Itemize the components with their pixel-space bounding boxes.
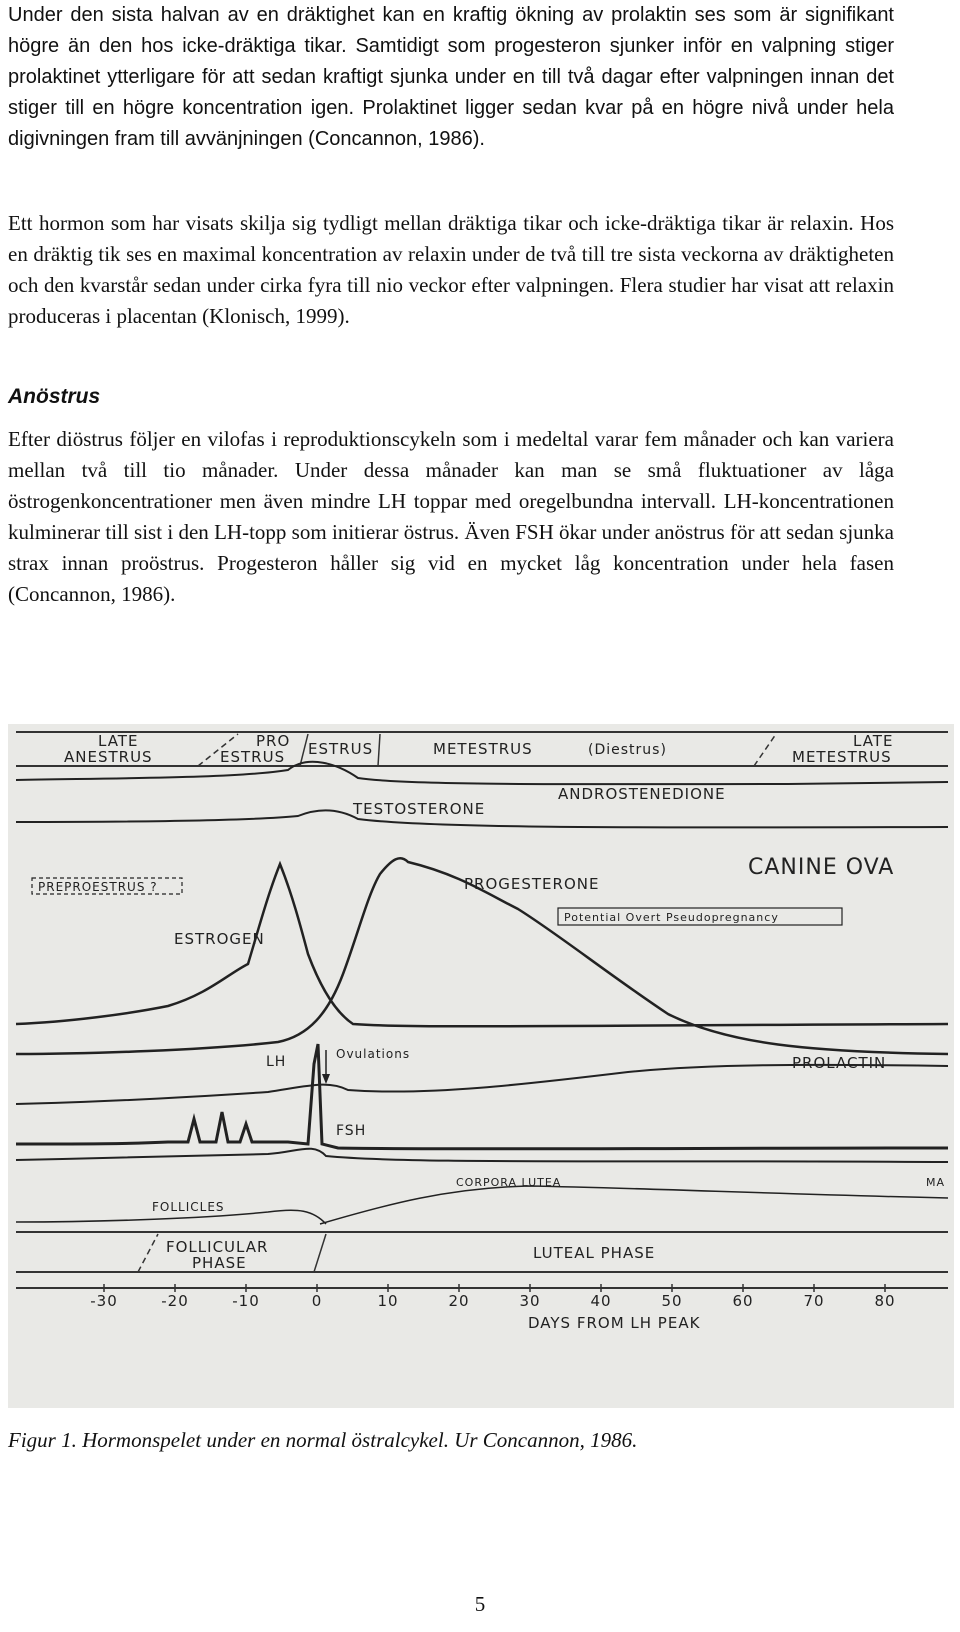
label-pseudopregnancy: Potential Overt Pseudopregnancy [564, 911, 779, 924]
page-number: 5 [474, 1592, 486, 1616]
axis-tick-label: -30 [90, 1292, 118, 1310]
phase-label-metestrus-2: METESTRUS [792, 748, 892, 766]
label-progesterone: PROGESTERONE [464, 875, 600, 893]
phase-label-estrus: ESTRUS [308, 740, 374, 758]
axis-tick-label: -20 [161, 1292, 189, 1310]
phase-label-anestrus: ANESTRUS [64, 748, 153, 766]
paragraph-relaxin: Ett hormon som har visats skilja sig tydligt mellan dräktiga tikar och icke-dräktiga tikar är relaxin. Hos en dräktig tik ses en maximal koncentration av relaxin under de två till tre sista veckorna av dräktigheten och den kvarstår sedan under cirka fyra till nio veckor efter valpningen. Flera studier har visat att relaxin produceras i placentan (Klonisch, 1999). [8, 211, 894, 328]
phase-label-estrus-pro: ESTRUS [220, 748, 286, 766]
phase-label-late: LATE [98, 732, 139, 750]
figure-caption: Figur 1. Hormonspelet under en normal östralcykel. Ur Concannon, 1986. [8, 1428, 638, 1452]
paragraph-prolactin: Under den sista halvan av en dräktighet kan en kraftig ökning av prolaktin ses som är signifikant högre än den hos icke-dräktiga tikar. Samtidigt som progesteron sjunker inför en valpning stiger prolaktinet ytterligare för att sedan kraftigt sjunka under en till två dagar efter valpningen innan det stiger till en högre koncentration igen. Prolaktinet ligger sedan kvar på en högre nivå under hela digivningen fram till avvänjningen (Concannon, 1986). [8, 4, 894, 150]
phase-label-diestrus: (Diestrus) [588, 742, 667, 758]
fsh-curve [16, 1149, 948, 1162]
axis-tick-label: -10 [232, 1292, 260, 1310]
axis-tick-label: 80 [874, 1292, 896, 1310]
phase-band-divider-1 [138, 1234, 158, 1272]
label-lh: LH [266, 1054, 287, 1070]
axis-tick-label: 60 [732, 1292, 754, 1310]
axis-tick-label: 20 [448, 1292, 470, 1310]
label-follicular-phase: PHASE [192, 1254, 247, 1272]
axis-tick-label: 50 [661, 1292, 683, 1310]
label-follicular: FOLLICULAR [166, 1238, 269, 1256]
axis-tick-label: 10 [377, 1292, 399, 1310]
ovulations-arrowhead [322, 1074, 330, 1084]
label-ovulations: Ovulations [336, 1047, 411, 1061]
label-follicles: FOLLICLES [152, 1200, 225, 1214]
phase-label-pro: PRO [256, 732, 291, 750]
label-ma-partial: MA [926, 1176, 946, 1189]
label-luteal-phase: LUTEAL PHASE [533, 1244, 656, 1262]
label-prolactin: PROLACTIN [792, 1054, 887, 1072]
label-testosterone: TESTOSTERONE [353, 800, 486, 818]
section-heading-anostrus: Anöstrus [8, 385, 101, 408]
corpora-lutea-curve [320, 1186, 948, 1224]
phase-label-late-2: LATE [853, 732, 894, 750]
label-androstenedione: ANDROSTENEDIONE [558, 785, 726, 803]
label-preproestrus: PREPROESTRUS ? [38, 880, 158, 894]
phase-band-divider-2 [314, 1234, 326, 1272]
label-estrogen: ESTROGEN [174, 930, 265, 948]
figure-drawing [8, 724, 954, 1408]
axis-tick-label: 0 [311, 1292, 323, 1310]
axis-label: DAYS FROM LH PEAK [528, 1314, 701, 1332]
axis-tick-label: 30 [519, 1292, 541, 1310]
hormone-cycle-figure [8, 724, 954, 1408]
axis-tick-label: 70 [803, 1292, 825, 1310]
phase-label-metestrus: METESTRUS [433, 740, 533, 758]
axis-tick-label: 40 [590, 1292, 612, 1310]
paragraph-anostrus: Efter diöstrus följer en vilofas i reproduktionscykeln som i medeltal varar fem månader och kan variera mellan två till tio månader. Under dessa månader kan man se små fluktuationer av låga östrogenkoncentrationer men även mindre LH toppar med oregelbundna intervall. LH-koncentrationen kulminerar till sist i den LH-topp som initierar östrus. Även FSH ökar under anöstrus för att sedan sjunka strax innan proöstrus. Progesteron håller sig vid en mycket låg koncentration under hela fasen (Concannon, 1986). [8, 427, 894, 606]
label-fsh: FSH [336, 1123, 367, 1139]
phase-divider-3 [378, 734, 380, 766]
label-corpora-lutea: CORPORA LUTEA [456, 1176, 562, 1189]
phase-divider-4 [754, 734, 776, 766]
figure-title-partial: CANINE OVA [748, 855, 895, 880]
